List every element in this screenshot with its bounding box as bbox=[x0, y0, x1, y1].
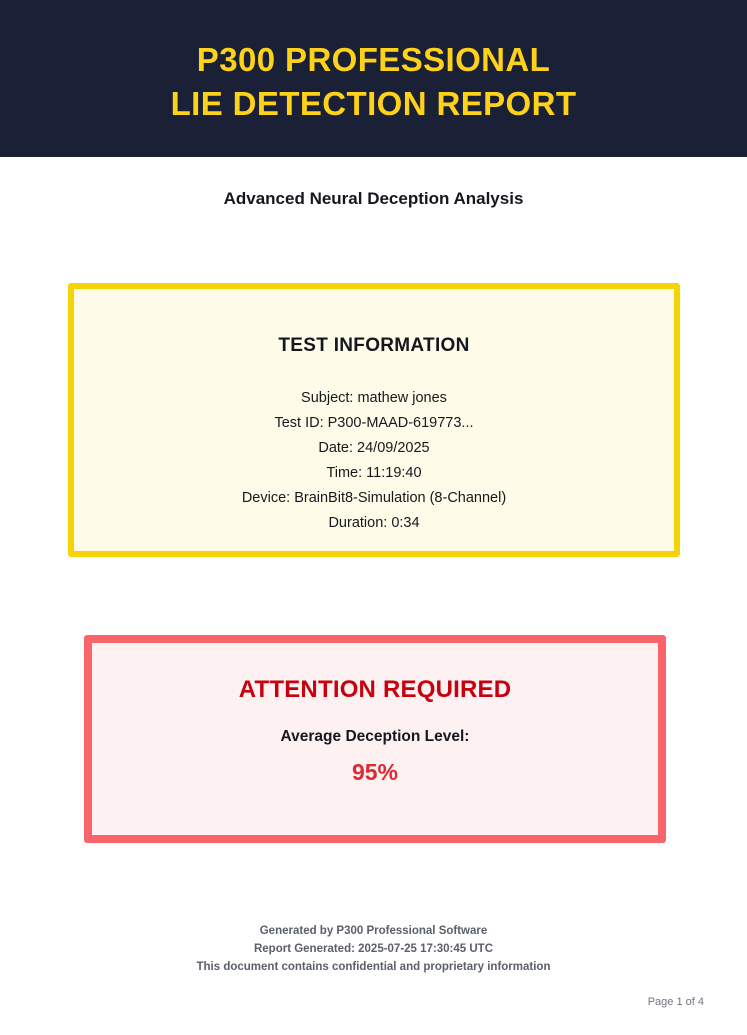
test-information-panel bbox=[68, 283, 680, 557]
test-information-device: Device: BrainBit8-Simulation (8-Channel) bbox=[241, 490, 507, 506]
average-deception-label: Average Deception Level: bbox=[280, 728, 470, 745]
test-information-test-id: Test ID: P300-MAAD-619773... bbox=[274, 415, 474, 431]
report-title-line-1: P300 PROFESSIONAL bbox=[196, 40, 551, 78]
test-information-date: Date: 24/09/2025 bbox=[318, 440, 430, 456]
page-number: Page 1 of 4 bbox=[647, 996, 704, 1008]
report-title-line-2: LIE DETECTION REPORT bbox=[170, 84, 577, 122]
test-information-subject: Subject: mathew jones bbox=[301, 390, 447, 406]
report-subtitle: Advanced Neural Deception Analysis bbox=[223, 189, 524, 208]
attention-required-title: ATTENTION REQUIRED bbox=[238, 676, 512, 703]
average-deception-value: 95% bbox=[351, 759, 399, 785]
footer-generated-timestamp: Report Generated: 2025-07-25 17:30:45 UTC bbox=[253, 943, 494, 955]
test-information-duration: Duration: 0:34 bbox=[328, 515, 420, 531]
report-footer bbox=[0, 922, 747, 976]
attention-required-panel bbox=[84, 635, 666, 843]
test-information-list bbox=[74, 386, 674, 536]
test-information-title: TEST INFORMATION bbox=[278, 335, 470, 356]
footer-confidentiality-notice: This document contains confidential and proprietary information bbox=[196, 961, 551, 973]
test-information-time: Time: 11:19:40 bbox=[326, 465, 422, 481]
footer-generated-by: Generated by P300 Professional Software bbox=[259, 925, 488, 937]
report-header bbox=[0, 0, 747, 157]
